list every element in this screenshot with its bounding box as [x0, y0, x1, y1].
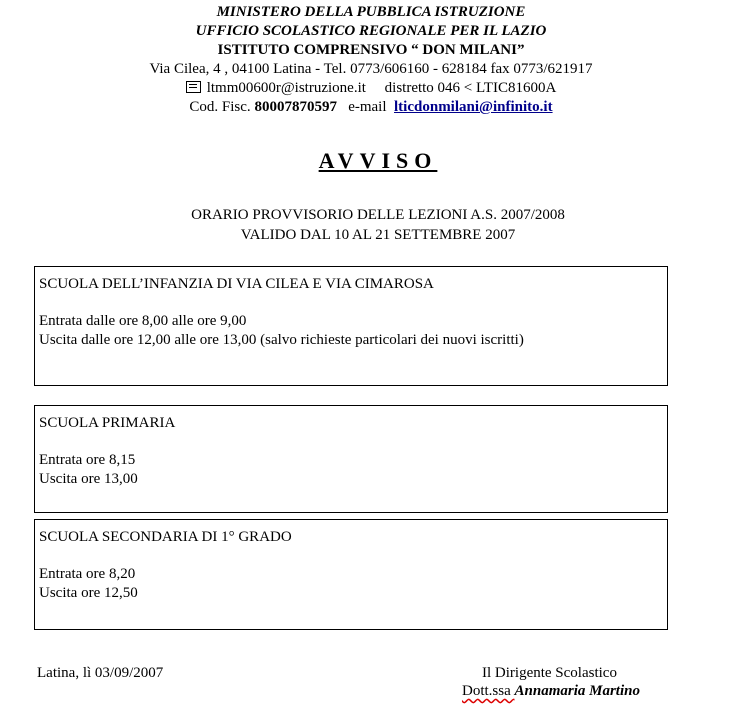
- email-text: ltmm00600r@istruzione.it distretto 046 < LTIC81600A: [206, 80, 557, 96]
- signatory-role: Il Dirigente Scolastico: [482, 665, 617, 681]
- section-title: SCUOLA SECONDARIA DI 1° GRADO: [39, 529, 292, 545]
- entry-time: Entrata ore 8,20: [39, 566, 136, 582]
- institute-heading: ISTITUTO COMPRENSIVO “ DON MILANI”: [217, 42, 525, 58]
- exit-time: Uscita dalle ore 12,00 alle ore 13,00 (salvo richieste particolari dei nuovi iscritti): [39, 332, 524, 348]
- ministry-heading: MINISTERO DELLA PUBBLICA ISTRUZIONE: [216, 4, 526, 20]
- address-line: Via Cilea, 4 , 04100 Latina - Tel. 0773/606160 - 628184 fax 0773/621917: [149, 61, 593, 77]
- email-line: [0, 79, 742, 98]
- section-title: SCUOLA PRIMARIA: [39, 415, 176, 431]
- exit-time: Uscita ore 13,00: [39, 471, 138, 487]
- section-primaria: [34, 405, 668, 513]
- fiscal-line: [0, 98, 742, 117]
- office-heading: UFFICIO SCOLASTICO REGIONALE PER IL LAZIO: [195, 23, 547, 39]
- entry-time: Entrata dalle ore 8,00 alle ore 9,00: [39, 313, 247, 329]
- section-title: SCUOLA DELL’INFANZIA DI VIA CILEA E VIA CIMAROSA: [39, 276, 434, 292]
- section-secondaria: [34, 519, 668, 630]
- signatory-name: [462, 682, 640, 701]
- email-link[interactable]: lticdonmilani@infinito.it: [394, 99, 553, 115]
- section-infanzia: [34, 266, 668, 386]
- cod-value: 80007870597: [254, 99, 337, 115]
- notice-title: AVVISO: [318, 148, 438, 173]
- entry-time: Entrata ore 8,15: [39, 452, 136, 468]
- title-abbr: Dott.ssa: [462, 683, 515, 699]
- notice-subtitle-2: VALIDO DAL 10 AL 21 SETTEMBRE 2007: [240, 227, 516, 243]
- signatory-fullname: Annamaria Martino: [514, 683, 640, 699]
- exit-time: Uscita ore 12,50: [39, 585, 138, 601]
- cod-label: Cod. Fisc.: [189, 99, 255, 115]
- envelope-icon: [186, 81, 201, 93]
- notice-subtitle-1: ORARIO PROVVISORIO DELLE LEZIONI A.S. 2007/2008: [191, 207, 565, 223]
- email-label: e-mail: [336, 99, 395, 115]
- place-date: Latina, lì 03/09/2007: [37, 665, 164, 681]
